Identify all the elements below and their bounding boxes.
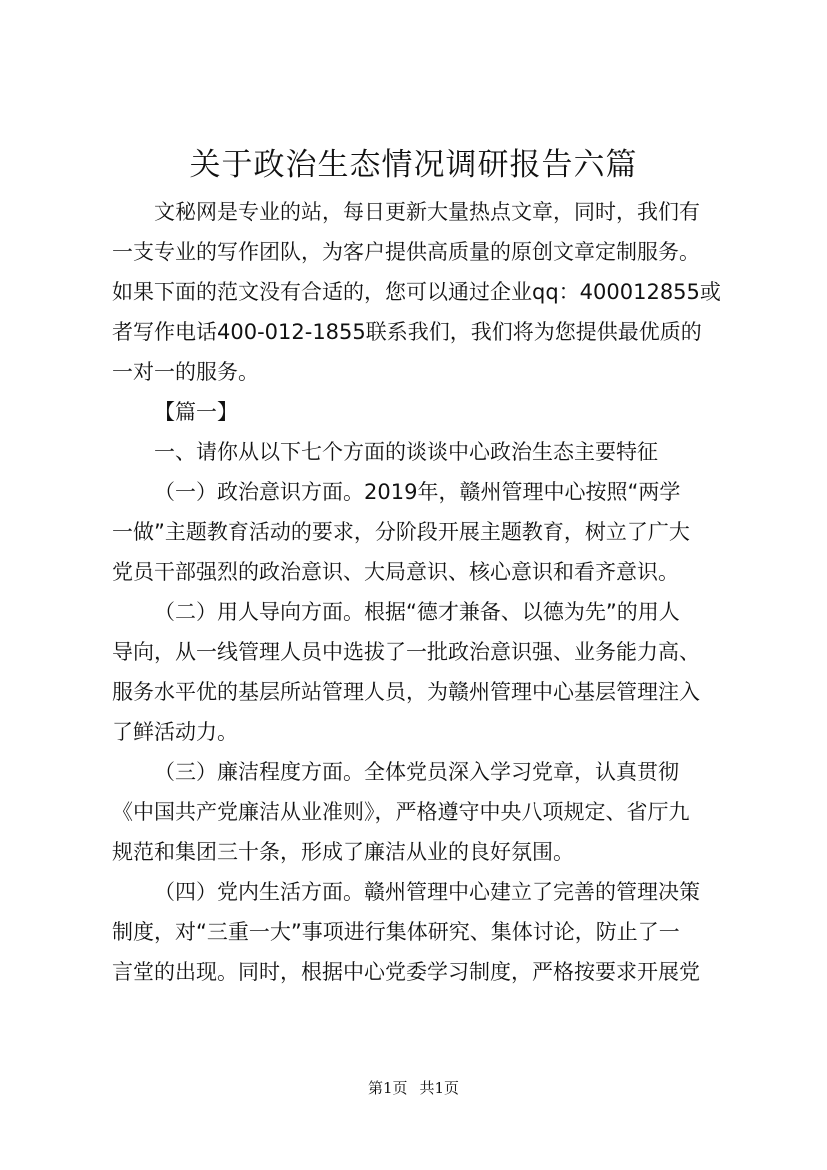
body-line: 了鲜活动力。 bbox=[112, 720, 238, 744]
body-line: 《中国共产党廉洁从业准则》，严格遵守中央八项规定、省厅九 bbox=[112, 800, 690, 824]
body-line: 文秘网是专业的站，每日更新大量热点文章，同时，我们有 bbox=[154, 200, 700, 224]
body-line: 一对一的服务。 bbox=[112, 360, 259, 384]
body-line: 服务水平优的基层所站管理人员，为赣州管理中心基层管理注入 bbox=[112, 680, 700, 704]
body-line: （二）用人导向方面。根据“德才兼备、以德为先”的用人 bbox=[154, 600, 680, 624]
section-heading: 【篇一】 bbox=[154, 400, 238, 424]
body-line: 者写作电话400-012-1855联系我们，我们将为您提供最优质的 bbox=[112, 320, 702, 344]
body-line: （三）廉洁程度方面。全体党员深入学习党章，认真贯彻 bbox=[154, 760, 679, 784]
body-line: 党员干部强烈的政治意识、大局意识、核心意识和看齐意识。 bbox=[112, 560, 679, 584]
body-line: 规范和集团三十条，形成了廉洁从业的良好氛围。 bbox=[112, 840, 574, 864]
page-footer bbox=[0, 1078, 827, 1098]
body-line: 制度，对“三重一大”事项进行集体研究、集体讨论，防止了一 bbox=[112, 920, 680, 944]
body-line: 导向，从一线管理人员中选拔了一批政治意识强、业务能力高、 bbox=[112, 640, 700, 664]
body-line: 一、请你从以下七个方面的谈谈中心政治生态主要特征 bbox=[154, 440, 658, 464]
document-body bbox=[112, 192, 742, 992]
body-line: （四）党内生活方面。赣州管理中心建立了完善的管理决策 bbox=[154, 880, 700, 904]
body-line: 一做”主题教育活动的要求，分阶段开展主题教育，树立了广大 bbox=[112, 520, 690, 544]
page-total: 共1页 bbox=[419, 1079, 460, 1097]
body-line: 一支专业的写作团队，为客户提供高质量的原创文章定制服务。 bbox=[112, 240, 700, 264]
body-line: （一）政治意识方面。2019年，赣州管理中心按照“两学 bbox=[154, 480, 681, 504]
body-line: 言堂的出现。同时，根据中心党委学习制度，严格按要求开展党 bbox=[112, 960, 700, 984]
body-line: 如果下面的范文没有合适的，您可以通过企业qq：400012855或 bbox=[112, 280, 721, 304]
document-title: 关于政治生态情况调研报告六篇 bbox=[189, 147, 638, 183]
page-number: 第1页 bbox=[367, 1079, 408, 1097]
